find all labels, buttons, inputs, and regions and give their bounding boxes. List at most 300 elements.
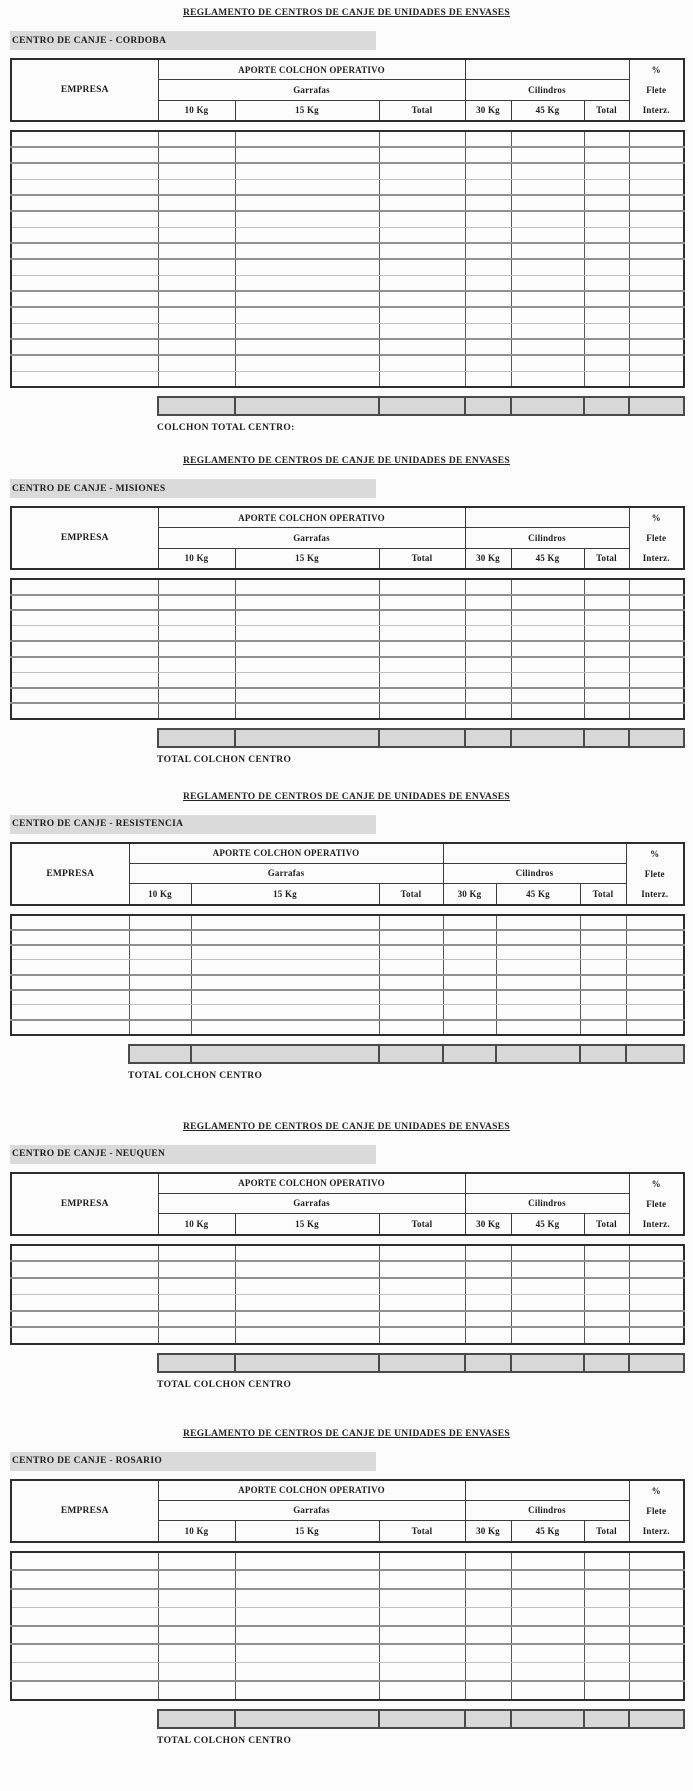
table-row bbox=[11, 1644, 684, 1663]
empty-cell bbox=[11, 657, 158, 673]
empty-cell bbox=[496, 1005, 580, 1020]
empty-cell bbox=[496, 1020, 580, 1035]
empty-cell bbox=[379, 1681, 465, 1700]
col-45kg-header: 45 Kg bbox=[511, 548, 584, 569]
empty-cell bbox=[11, 1570, 158, 1589]
flete-label: Flete bbox=[644, 868, 665, 879]
empty-cell bbox=[511, 211, 584, 227]
empty-cell bbox=[629, 243, 684, 259]
empty-cell bbox=[511, 595, 584, 611]
empty-cell bbox=[379, 657, 465, 673]
total-row bbox=[129, 1045, 684, 1063]
empty-cell bbox=[465, 641, 511, 657]
empty-cell bbox=[129, 915, 191, 930]
cilindros-spacer-cell bbox=[443, 843, 626, 864]
empty-cell bbox=[629, 163, 684, 179]
empty-cell bbox=[379, 1644, 465, 1663]
empty-cell bbox=[465, 355, 511, 371]
interz-label: Interz. bbox=[641, 888, 669, 899]
center-name: CENTRO DE CANJE - MISIONES bbox=[12, 483, 166, 494]
empty-cell bbox=[235, 1552, 379, 1571]
table-row bbox=[11, 1589, 684, 1608]
empty-cell bbox=[379, 990, 443, 1005]
table-row bbox=[11, 688, 684, 704]
empty-cell bbox=[158, 595, 235, 611]
aporte-header-cell: APORTE COLCHON OPERATIVO bbox=[158, 507, 465, 528]
empty-cell bbox=[158, 1681, 235, 1700]
empty-cell bbox=[235, 243, 379, 259]
empty-cell bbox=[235, 147, 379, 163]
empty-cell bbox=[629, 1681, 684, 1700]
col-total-garrafas-header: Total bbox=[379, 1521, 465, 1542]
total-cell bbox=[496, 1045, 580, 1063]
table-row bbox=[11, 1278, 684, 1295]
empty-cell bbox=[465, 291, 511, 307]
empty-cell bbox=[379, 371, 465, 387]
empty-cell bbox=[626, 945, 684, 960]
empty-cell bbox=[235, 1626, 379, 1645]
empty-cell bbox=[511, 1552, 584, 1571]
empty-cell bbox=[11, 990, 129, 1005]
interz-label: Interz. bbox=[642, 105, 670, 115]
empty-cell bbox=[11, 1278, 158, 1295]
empty-cell bbox=[235, 1261, 379, 1278]
total-cell bbox=[129, 1045, 191, 1063]
flete-label: Flete bbox=[646, 1198, 667, 1209]
empty-cell bbox=[511, 1663, 584, 1682]
total-caption: TOTAL COLCHON CENTRO bbox=[157, 1735, 292, 1746]
col-30kg-header: 30 Kg bbox=[465, 100, 511, 121]
empty-cell bbox=[11, 1626, 158, 1645]
empty-cell bbox=[158, 703, 235, 719]
empty-cell bbox=[158, 610, 235, 626]
empty-cell bbox=[465, 579, 511, 595]
total-row bbox=[158, 1710, 684, 1728]
empty-cell bbox=[11, 1589, 158, 1608]
table-row bbox=[11, 1005, 684, 1020]
empty-cell bbox=[379, 131, 465, 147]
total-cell bbox=[235, 1354, 379, 1372]
empty-cell bbox=[584, 259, 629, 275]
empty-cell bbox=[629, 371, 684, 387]
empty-cell bbox=[379, 1245, 465, 1262]
table-row bbox=[11, 371, 684, 387]
empty-cell bbox=[235, 195, 379, 211]
table-row bbox=[11, 703, 684, 719]
table-row bbox=[11, 339, 684, 355]
empty-cell bbox=[584, 163, 629, 179]
empty-cell bbox=[379, 323, 465, 339]
empty-cell bbox=[379, 1261, 465, 1278]
table-row bbox=[11, 579, 684, 595]
empty-cell bbox=[629, 1294, 684, 1311]
empty-cell bbox=[11, 355, 158, 371]
table-row bbox=[11, 227, 684, 243]
empty-cell bbox=[465, 259, 511, 275]
empty-cell bbox=[191, 975, 379, 990]
empty-cell bbox=[511, 131, 584, 147]
total-cell bbox=[465, 1710, 511, 1728]
empty-cell bbox=[629, 179, 684, 195]
empty-cell bbox=[629, 1644, 684, 1663]
aporte-header-cell: APORTE COLCHON OPERATIVO bbox=[158, 1173, 465, 1194]
empty-cell bbox=[11, 227, 158, 243]
total-cell bbox=[629, 729, 684, 747]
empty-cell bbox=[379, 915, 443, 930]
empty-data-grid bbox=[10, 914, 685, 1036]
empty-cell bbox=[235, 1607, 379, 1626]
total-cell bbox=[511, 397, 584, 415]
total-cell bbox=[379, 1354, 465, 1372]
empty-cell bbox=[158, 227, 235, 243]
empty-cell bbox=[379, 339, 465, 355]
empty-cell bbox=[379, 595, 465, 611]
total-cell bbox=[584, 729, 629, 747]
empty-cell bbox=[629, 1245, 684, 1262]
empty-cell bbox=[235, 1245, 379, 1262]
header-row-1 bbox=[11, 843, 684, 864]
empty-cell bbox=[584, 1311, 629, 1328]
empty-cell bbox=[11, 259, 158, 275]
empty-cell bbox=[379, 195, 465, 211]
empty-cell bbox=[465, 307, 511, 323]
empty-cell bbox=[158, 1626, 235, 1645]
empty-cell bbox=[629, 688, 684, 704]
total-cell bbox=[465, 729, 511, 747]
empty-cell bbox=[158, 579, 235, 595]
empty-cell bbox=[379, 211, 465, 227]
empty-cell bbox=[235, 1570, 379, 1589]
empty-cell bbox=[158, 371, 235, 387]
empty-cell bbox=[379, 1311, 465, 1328]
empty-cell bbox=[443, 975, 496, 990]
empty-cell bbox=[158, 1278, 235, 1295]
empty-cell bbox=[465, 688, 511, 704]
empty-cell bbox=[379, 1626, 465, 1645]
empty-cell bbox=[626, 1020, 684, 1035]
table-row bbox=[11, 945, 684, 960]
total-cell bbox=[511, 1354, 584, 1372]
total-caption: TOTAL COLCHON CENTRO bbox=[157, 754, 292, 765]
empty-cell bbox=[465, 1644, 511, 1663]
total-row-table bbox=[128, 1044, 685, 1064]
empty-cell bbox=[158, 163, 235, 179]
empty-cell bbox=[11, 1681, 158, 1700]
empty-cell bbox=[158, 1663, 235, 1682]
empty-cell bbox=[235, 657, 379, 673]
empty-cell bbox=[379, 1607, 465, 1626]
empty-cell bbox=[511, 1570, 584, 1589]
empty-cell bbox=[511, 339, 584, 355]
empty-cell bbox=[511, 195, 584, 211]
aporte-header-cell: APORTE COLCHON OPERATIVO bbox=[129, 843, 443, 864]
empty-cell bbox=[584, 275, 629, 291]
empty-cell bbox=[379, 243, 465, 259]
empty-cell bbox=[158, 195, 235, 211]
empty-cell bbox=[465, 610, 511, 626]
total-cell bbox=[584, 1710, 629, 1728]
table-row bbox=[11, 641, 684, 657]
empty-cell bbox=[465, 131, 511, 147]
empty-cell bbox=[235, 163, 379, 179]
empty-cell bbox=[379, 930, 443, 945]
empty-cell bbox=[443, 990, 496, 1005]
total-caption: TOTAL COLCHON CENTRO bbox=[128, 1070, 263, 1081]
empresa-header-cell: EMPRESA bbox=[11, 843, 129, 905]
empty-cell bbox=[11, 1245, 158, 1262]
empty-cell bbox=[511, 1327, 584, 1344]
flete-interzonal-header-cell bbox=[629, 1173, 684, 1235]
empty-cell bbox=[11, 323, 158, 339]
total-caption: COLCHON TOTAL CENTRO: bbox=[157, 423, 295, 433]
empty-cell bbox=[465, 1245, 511, 1262]
empty-cell bbox=[511, 1681, 584, 1700]
empty-cell bbox=[379, 227, 465, 243]
empty-cell bbox=[11, 131, 158, 147]
empty-cell bbox=[379, 1663, 465, 1682]
empty-cell bbox=[584, 147, 629, 163]
cilindros-header-cell: Cilindros bbox=[465, 1500, 629, 1521]
empty-cell bbox=[11, 1311, 158, 1328]
empty-cell bbox=[443, 960, 496, 975]
empty-cell bbox=[443, 930, 496, 945]
empty-cell bbox=[626, 975, 684, 990]
empty-cell bbox=[235, 595, 379, 611]
empty-cell bbox=[129, 960, 191, 975]
empty-cell bbox=[235, 339, 379, 355]
empty-cell bbox=[379, 275, 465, 291]
empty-cell bbox=[11, 243, 158, 259]
empty-cell bbox=[629, 657, 684, 673]
header-row-1 bbox=[11, 59, 684, 80]
canje-center-section bbox=[10, 1429, 683, 1747]
empty-cell bbox=[465, 1607, 511, 1626]
empty-cell bbox=[511, 371, 584, 387]
col-total-garrafas-header: Total bbox=[379, 100, 465, 121]
table-row bbox=[11, 131, 684, 147]
empty-cell bbox=[465, 195, 511, 211]
document-title: REGLAMENTO DE CENTROS DE CANJE DE UNIDADES DE ENVASES bbox=[182, 8, 510, 18]
empty-cell bbox=[379, 291, 465, 307]
empty-cell bbox=[158, 672, 235, 688]
empty-cell bbox=[235, 179, 379, 195]
empty-cell bbox=[465, 595, 511, 611]
empty-cell bbox=[379, 307, 465, 323]
cilindros-spacer-cell bbox=[465, 59, 629, 80]
cilindros-header-cell: Cilindros bbox=[465, 1193, 629, 1214]
empty-cell bbox=[465, 339, 511, 355]
empty-cell bbox=[465, 703, 511, 719]
table-row bbox=[11, 960, 684, 975]
empty-cell bbox=[191, 915, 379, 930]
empty-cell bbox=[629, 626, 684, 642]
empty-cell bbox=[158, 275, 235, 291]
empty-cell bbox=[235, 1663, 379, 1682]
empty-cell bbox=[584, 688, 629, 704]
empty-cell bbox=[379, 672, 465, 688]
empty-cell bbox=[580, 915, 626, 930]
empty-cell bbox=[158, 1245, 235, 1262]
empty-cell bbox=[511, 243, 584, 259]
empty-cell bbox=[129, 990, 191, 1005]
table-row bbox=[11, 355, 684, 371]
empty-cell bbox=[496, 975, 580, 990]
empty-cell bbox=[11, 1552, 158, 1571]
table-row bbox=[11, 1311, 684, 1328]
document-title: REGLAMENTO DE CENTROS DE CANJE DE UNIDADES DE ENVASES bbox=[182, 791, 510, 802]
empty-cell bbox=[443, 1005, 496, 1020]
empty-cell bbox=[443, 945, 496, 960]
empty-cell bbox=[11, 960, 129, 975]
table-row bbox=[11, 147, 684, 163]
empty-cell bbox=[379, 259, 465, 275]
empty-cell bbox=[584, 1278, 629, 1295]
empty-cell bbox=[379, 610, 465, 626]
empty-cell bbox=[11, 291, 158, 307]
empty-cell bbox=[584, 227, 629, 243]
empty-cell bbox=[584, 703, 629, 719]
empty-cell bbox=[580, 930, 626, 945]
empty-cell bbox=[11, 1005, 129, 1020]
total-caption: TOTAL COLCHON CENTRO bbox=[157, 1379, 292, 1390]
empresa-header-cell: EMPRESA bbox=[11, 1173, 158, 1235]
col-total-garrafas-header: Total bbox=[379, 1214, 465, 1235]
percent-label: % bbox=[650, 848, 660, 859]
canje-center-section bbox=[10, 1122, 683, 1391]
cilindros-header-cell: Cilindros bbox=[465, 80, 629, 101]
total-cell bbox=[584, 1354, 629, 1372]
empty-cell bbox=[629, 1570, 684, 1589]
empty-cell bbox=[626, 960, 684, 975]
empty-cell bbox=[465, 1261, 511, 1278]
empty-cell bbox=[235, 703, 379, 719]
empty-cell bbox=[379, 579, 465, 595]
empty-cell bbox=[465, 626, 511, 642]
empty-cell bbox=[626, 1005, 684, 1020]
empty-cell bbox=[11, 915, 129, 930]
empty-cell bbox=[629, 1327, 684, 1344]
cilindros-spacer-cell bbox=[465, 507, 629, 528]
empty-cell bbox=[511, 355, 584, 371]
table-row bbox=[11, 211, 684, 227]
empty-cell bbox=[11, 626, 158, 642]
empty-cell bbox=[511, 1626, 584, 1645]
empty-cell bbox=[584, 1681, 629, 1700]
table-row bbox=[11, 595, 684, 611]
center-name: CENTRO DE CANJE - ROSARIO bbox=[12, 1456, 163, 1466]
empty-cell bbox=[511, 641, 584, 657]
total-cell bbox=[379, 1710, 465, 1728]
empty-cell bbox=[235, 1589, 379, 1608]
total-cell bbox=[629, 397, 684, 415]
empty-cell bbox=[379, 641, 465, 657]
total-cell bbox=[580, 1045, 626, 1063]
table-row bbox=[11, 672, 684, 688]
empty-cell bbox=[158, 259, 235, 275]
total-cell bbox=[235, 729, 379, 747]
header-row-1 bbox=[11, 507, 684, 528]
empty-cell bbox=[191, 1020, 379, 1035]
empty-cell bbox=[379, 355, 465, 371]
empty-cell bbox=[235, 641, 379, 657]
empty-cell bbox=[465, 1570, 511, 1589]
empty-cell bbox=[235, 131, 379, 147]
flete-interzonal-header-cell bbox=[629, 507, 684, 569]
empty-data-grid bbox=[10, 1244, 685, 1345]
empty-cell bbox=[443, 1020, 496, 1035]
cilindros-header-cell: Cilindros bbox=[443, 863, 626, 884]
empty-cell bbox=[629, 1278, 684, 1295]
table-row bbox=[11, 1570, 684, 1589]
empty-cell bbox=[11, 1607, 158, 1626]
empty-cell bbox=[235, 1294, 379, 1311]
col-45kg-header: 45 Kg bbox=[496, 884, 580, 905]
empty-cell bbox=[443, 915, 496, 930]
empty-cell bbox=[465, 1663, 511, 1682]
empty-cell bbox=[11, 641, 158, 657]
empty-cell bbox=[629, 595, 684, 611]
empty-cell bbox=[11, 147, 158, 163]
col-total-garrafas-header: Total bbox=[379, 548, 465, 569]
empty-cell bbox=[465, 1278, 511, 1295]
empty-cell bbox=[11, 211, 158, 227]
empresa-header-cell: EMPRESA bbox=[11, 1480, 158, 1542]
flete-label: Flete bbox=[646, 1505, 667, 1516]
empty-cell bbox=[511, 1589, 584, 1608]
empty-cell bbox=[11, 1663, 158, 1682]
cilindros-header-cell: Cilindros bbox=[465, 528, 629, 549]
empty-cell bbox=[379, 960, 443, 975]
total-cell bbox=[158, 1354, 235, 1372]
center-name-highlight-bar bbox=[10, 815, 376, 834]
empty-cell bbox=[511, 227, 584, 243]
col-total-cilindros-header: Total bbox=[584, 548, 629, 569]
empty-cell bbox=[379, 147, 465, 163]
empty-cell bbox=[584, 610, 629, 626]
table-row bbox=[11, 915, 684, 930]
col-total-cilindros-header: Total bbox=[584, 100, 629, 121]
flete-interzonal-header-cell bbox=[626, 843, 684, 905]
table-row bbox=[11, 1552, 684, 1571]
empty-cell bbox=[379, 945, 443, 960]
empty-cell bbox=[465, 1311, 511, 1328]
empty-cell bbox=[129, 1005, 191, 1020]
total-cell bbox=[511, 729, 584, 747]
empty-cell bbox=[235, 1644, 379, 1663]
empty-cell bbox=[158, 211, 235, 227]
empty-cell bbox=[629, 1552, 684, 1571]
empty-cell bbox=[235, 227, 379, 243]
empty-cell bbox=[11, 672, 158, 688]
empty-cell bbox=[511, 610, 584, 626]
center-name: CENTRO DE CANJE - CORDOBA bbox=[12, 35, 167, 46]
empty-cell bbox=[584, 1552, 629, 1571]
empty-cell bbox=[11, 595, 158, 611]
empty-cell bbox=[191, 1005, 379, 1020]
empty-cell bbox=[626, 915, 684, 930]
empty-cell bbox=[465, 1626, 511, 1645]
empty-cell bbox=[379, 163, 465, 179]
empty-cell bbox=[496, 990, 580, 1005]
empty-cell bbox=[158, 1311, 235, 1328]
empty-cell bbox=[158, 243, 235, 259]
empty-cell bbox=[629, 275, 684, 291]
col-10kg-header: 10 Kg bbox=[158, 1214, 235, 1235]
empty-cell bbox=[11, 1644, 158, 1663]
col-total-cilindros-header: Total bbox=[580, 884, 626, 905]
empty-cell bbox=[158, 323, 235, 339]
empty-data-grid bbox=[10, 578, 685, 720]
